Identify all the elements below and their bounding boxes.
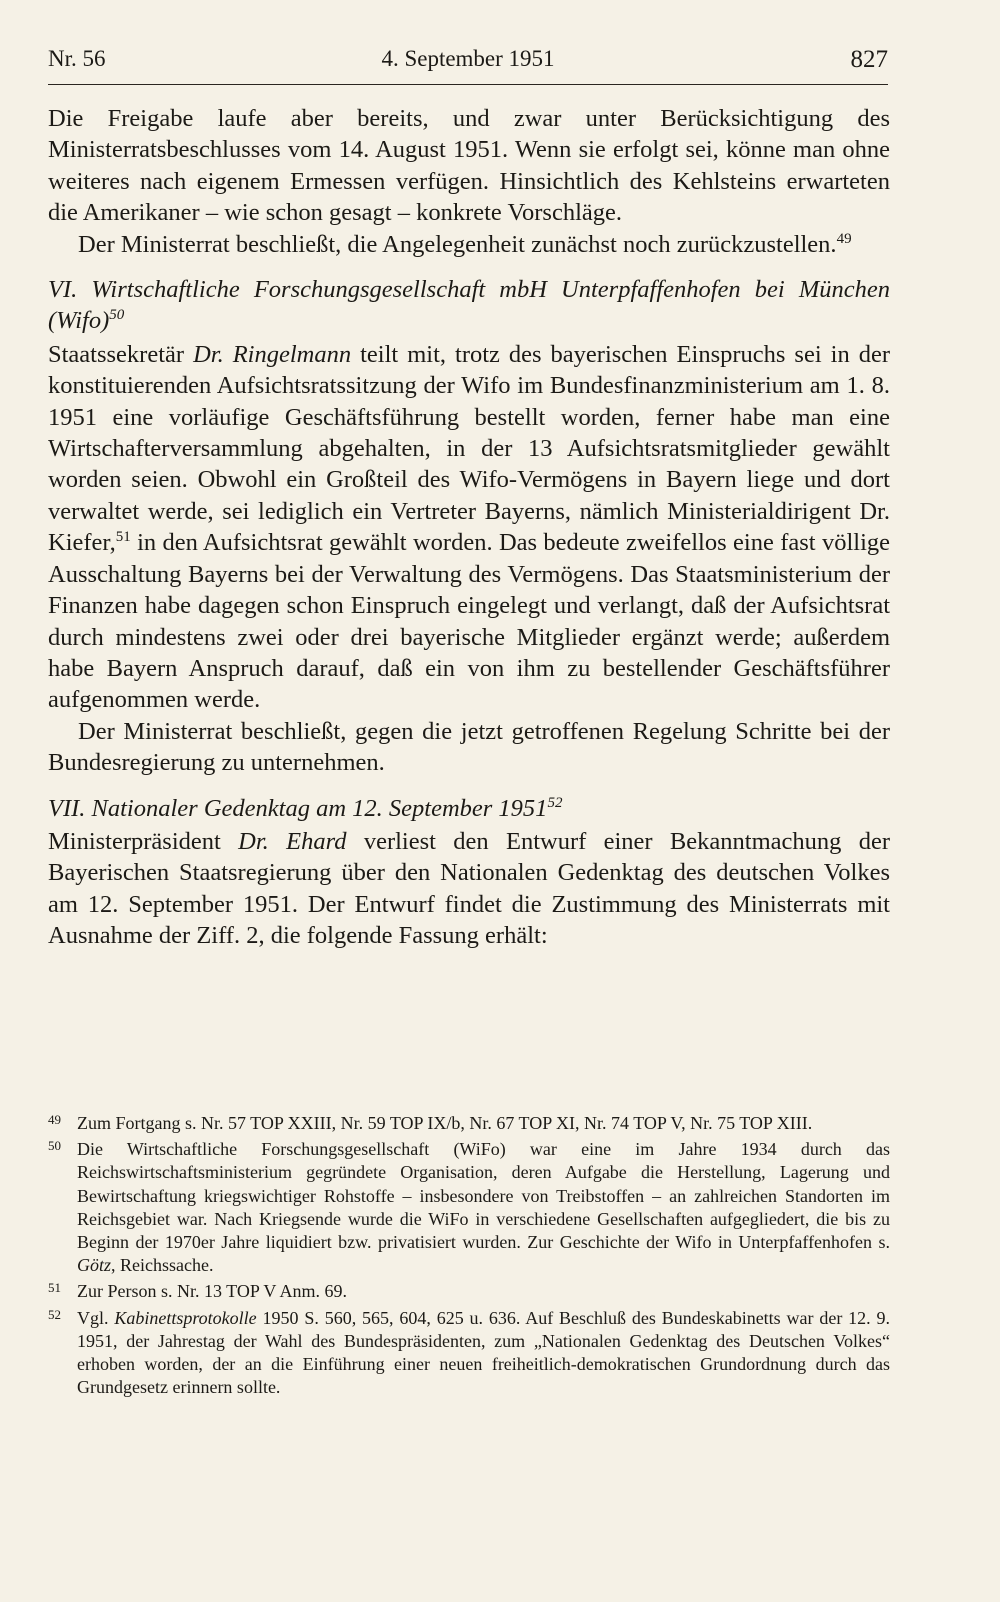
- footnote-text: Die Wirtschaftliche Forschungsgesellschaft (WiFo) war eine im Jahre 1934 durch das Reichswirtschaftsministerium gegründete Organisation, deren Aufgabe die Herstellung, Lagerung und Bewirtschaftung kriegswichtiger Rohstoffe – insbesondere von Treibstoffen – an zahlreichen Standorten im Reichsgebiet war. Nach Kriegsende wurde die WiFo in verschiedene Gesellschaften aufgegliedert, die bis zu Beginn der 1970er Jahre liquidiert bzw. privatisiert wurden. Zur Geschichte der Wifo in Unterpfaffenhofen s.: [77, 1139, 890, 1253]
- document-number: Nr. 56: [48, 46, 106, 71]
- section-heading-vii: [48, 793, 890, 824]
- page-number: 827: [850, 46, 888, 73]
- session-date: 4. September 1951: [381, 46, 555, 71]
- footnote-50: [48, 1138, 890, 1277]
- footnote-cited-work: Kabinettsprotokolle: [114, 1307, 257, 1328]
- footnote-text: Vgl.: [77, 1307, 115, 1328]
- footnote-51: [48, 1280, 890, 1303]
- footnote-52: [48, 1307, 890, 1400]
- speaker-name-ringelmann: Dr. Ringelmann: [193, 340, 352, 368]
- footnote-number: 51: [48, 1280, 61, 1296]
- footnote-ref-49[interactable]: 49: [836, 230, 852, 247]
- paragraph-1: Die Freigabe laufe aber bereits, und zwar unter Berücksichtigung des Ministerratsbeschlusses vom 14. August 1951. Wenn sie erfolgt sei, könne man ohne weiteres nach eigenem Ermessen verfügen. Hinsichtlich des Kehlsteins erwarteten die Amerikaner – wie schon gesagt – konkrete Vorschläge.: [48, 105, 890, 227]
- footnote-text-tail: , Reichssache.: [111, 1255, 214, 1276]
- paragraph-3: [48, 339, 890, 716]
- paragraph-5-part-a: Ministerpräsident: [48, 827, 239, 855]
- paragraph-4: Der Ministerrat beschließt, gegen die jetzt getroffenen Regelung Schritte bei der Bundesregierung zu unternehmen.: [48, 717, 890, 777]
- paragraph-3-part-a: Staatssekretär: [48, 340, 194, 368]
- paragraph-3-part-b: teilt mit, trotz des bayerischen Einspruchs sei in der konstituierenden Aufsichtsratssitzung der Wifo im Bundesfinanzministerium am 1. 8. 1951 eine vorläufige Geschäftsführung bestellt worden, ferner habe man eine Wirtschafterversammlung abgehalten, in der 13 Aufsichtsratsmitglieder gewählt worden seien. Obwohl ein Großteil des Wifo-Vermögens in Bayern liege und dort verwaltet werde, sei lediglich ein Vertreter Bayerns, nämlich Ministerialdirigent Dr. Kiefer,: [48, 340, 890, 557]
- paragraph-2: [48, 229, 890, 260]
- running-header: [48, 44, 888, 85]
- footnote-number: 49: [48, 1112, 61, 1127]
- main-text: [48, 103, 890, 952]
- section-heading-vi: [48, 274, 890, 337]
- paragraph-5-part-b: verliest den Entwurf einer Bekanntmachung der Bayerischen Staatsregierung über den Nationalen Gedenktag des deutschen Volkes am 12. September 1951. Der Entwurf findet die Zustimmung des Ministerrats mit Ausnahme der Ziff. 2, die folgende Fassung erhält:: [48, 827, 891, 950]
- footnote-number: 52: [48, 1306, 61, 1322]
- section-heading-vii-text: VII. Nationaler Gedenktag am 12. September 1951: [48, 794, 548, 822]
- footnote-number: 50: [48, 1138, 61, 1154]
- footnote-49: [48, 1112, 890, 1135]
- paragraph-3-part-c: in den Aufsichtsrat gewählt worden. Das bedeute zweifellos eine fast völlige Ausschaltung Bayerns bei der Verwaltung des Vermögens. Das Staatsministerium der Finanzen habe dagegen schon Einspruch eingelegt und verlangt, daß der Aufsichtsrat durch mindestens zwei oder drei bayerische Mitglieder ergänzt werde; außerdem habe Bayern Anspruch darauf, daß ein von ihm zu bestellender Geschäftsführer aufgenommen werde.: [48, 529, 890, 714]
- footnotes: [48, 1112, 890, 1402]
- footnote-ref-50[interactable]: 50: [109, 307, 125, 324]
- paragraph-2-text: Der Ministerrat beschließt, die Angelegenheit zunächst noch zurückzustellen.: [78, 230, 837, 258]
- footnote-text: Zur Person s. Nr. 13 TOP V Anm. 69.: [77, 1281, 348, 1302]
- footnote-ref-52[interactable]: 52: [547, 794, 563, 811]
- footnote-text: Zum Fortgang s. Nr. 57 TOP XXIII, Nr. 59 TOP IX/b, Nr. 67 TOP XI, Nr. 74 TOP V, Nr. 75 TOP XIII.: [77, 1113, 813, 1133]
- paragraph-5: [48, 826, 890, 952]
- footnote-ref-51[interactable]: 51: [115, 529, 131, 546]
- section-heading-vi-text: VI. Wirtschaftliche Forschungsgesellschaft mbH Unterpfaffenhofen bei München (Wifo): [48, 276, 890, 335]
- footnote-text-tail: 1950 S. 560, 565, 604, 625 u. 636. Auf Beschluß des Bundeskabinetts war der 12. 9. 1951, der Jahrestag der Wahl des Bundespräsidenten, zum „Nationalen Gedenktag des Deutschen Volkes“ erhoben worden, der an die Einführung einer neuen freiheitlich-demokratischen Grundordnung durch das Grundgesetz erinnern sollte.: [77, 1307, 891, 1398]
- footnote-cited-author: Götz: [77, 1255, 112, 1276]
- speaker-name-ehard: Dr. Ehard: [238, 827, 347, 855]
